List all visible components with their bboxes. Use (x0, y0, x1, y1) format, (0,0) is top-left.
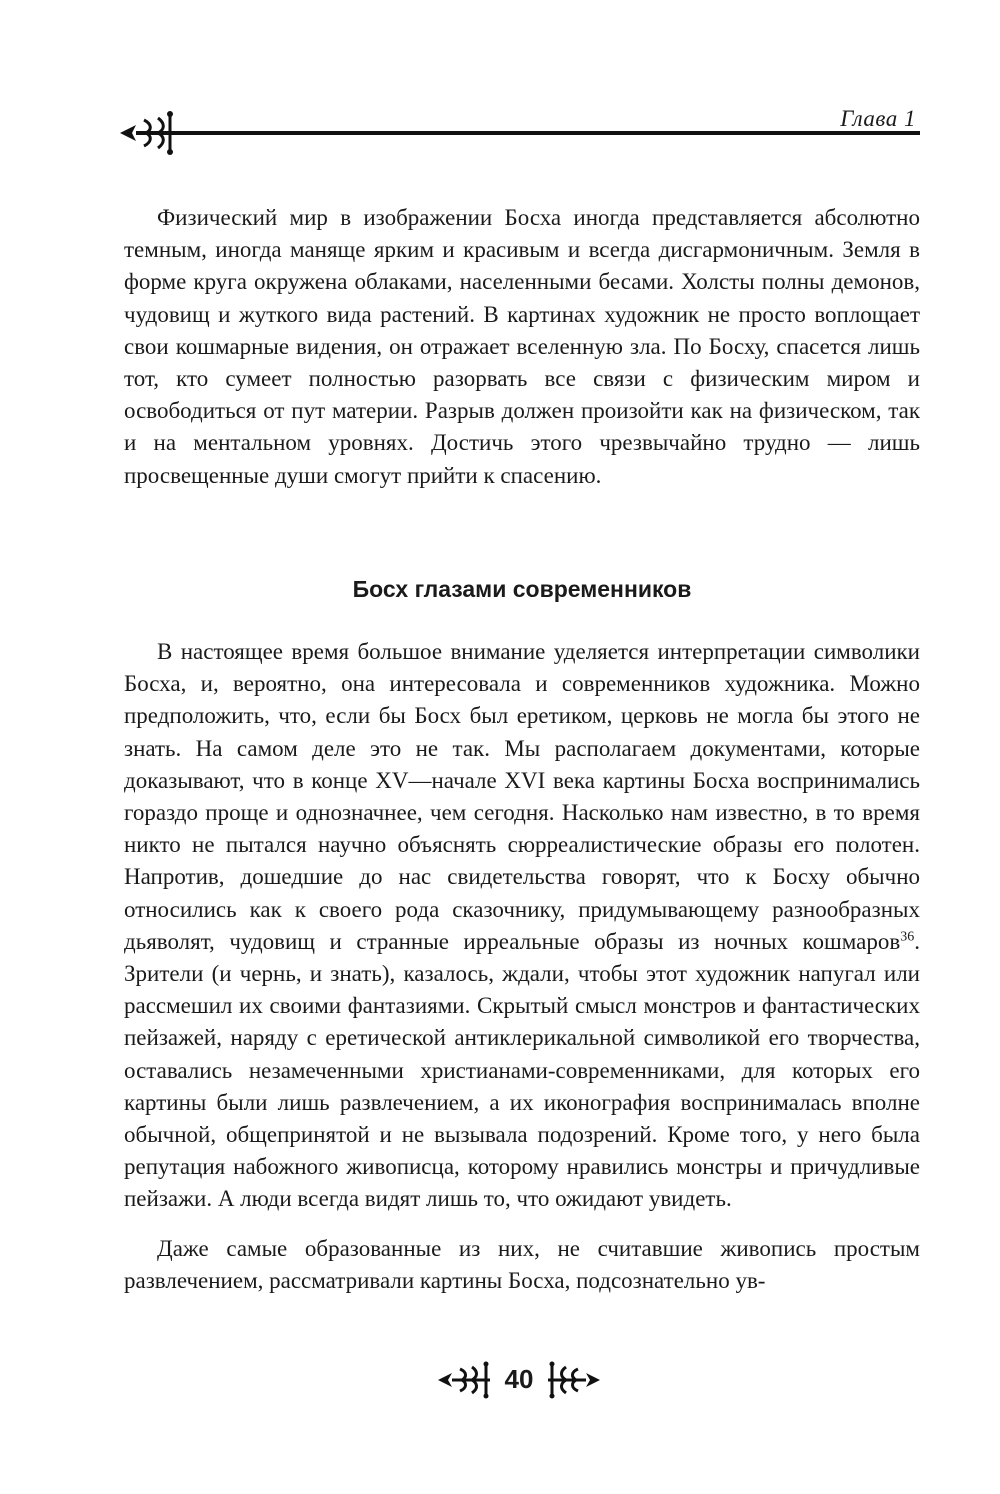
paragraph-text: В настоящее время большое внимание уделяется интерпретации символики Босха, и, вероятно, она интересовала и современников художника. Можно предположить, что, если бы Босх был еретиком, церковь не могла бы этого не знать. На самом деле это не так. Мы располагаем документами, которые доказывают, что в конце XV—начале XVI века картины Босха воспринимались гораздо проще и однозначнее, чем сегодня. Насколько нам известно, в то время никто не пытался научно объяснять сюрреалистические образы его полотен. Напротив, дошедшие до нас свидетельства говорят, что к Босху обычно относились как к своего рода сказочнику, придумывающему разнообразных дьяволят, чудовищ и странные ирреальные образы из ночных кошмаров (124, 639, 920, 954)
paragraph: Даже самые образованные из них, не считавшие живопись простым развлечением, рассматривали картины Босха, подсознательно ув- (124, 1235, 920, 1293)
chapter-label: Глава 1 (840, 106, 916, 131)
arrow-flourish-icon (542, 1360, 602, 1400)
running-header (118, 98, 920, 158)
section-text-block (124, 636, 920, 1314)
arrow-flourish-icon (118, 108, 184, 158)
arrow-flourish-icon (436, 1360, 496, 1400)
intro-text-block (124, 202, 920, 509)
footnote-reference: 36 (900, 929, 915, 945)
paragraph: Физический мир в изображении Босха иногда представляется абсолютно темным, иногда маняще ярким и красивым и всегда дисгармоничным. Земля в форме круга окружена облаками, населенными бесами. Холсты полны демонов, чудовищ и жуткого вида растений. В картинах художник не просто воплощает свои кошмарные видения, он отражает вселенную зла. По Босху, спасется лишь тот, кто сумеет полностью разорвать все связи с физическим миром и освободиться от пут материи. Разрыв должен произойти как на физическом, так и на ментальном уровнях. Достичь этого чрезвычайно трудно — лишь просвещенные души смогут прийти к спасению. (124, 205, 920, 488)
paragraph (124, 636, 920, 1216)
section-heading: Босх глазами современников (352, 576, 692, 602)
paragraph-text: . Зрители (и чернь, и знать), казалось, ждали, чтобы этот художник напугал или рассмешил их своими фантазиями. Скрытый смысл монстров и фантастических пейзажей, наряду с еретической антиклерикальной символикой его творчества, оставались незамеченными христианами-современниками, для которых его картины были лишь развлечением, а их иконография воспринималась вполне обычной, общепринятой и не вызывала подозрений. Кроме того, у него была репутация набожного живописца, которому нравились монстры и причудливые пейзажи. А люди всегда видят лишь то, что ожидают увидеть. (124, 928, 920, 1212)
page-footer (0, 1358, 1000, 1404)
header-rule (176, 131, 920, 135)
page-number: 40 (504, 1364, 534, 1394)
